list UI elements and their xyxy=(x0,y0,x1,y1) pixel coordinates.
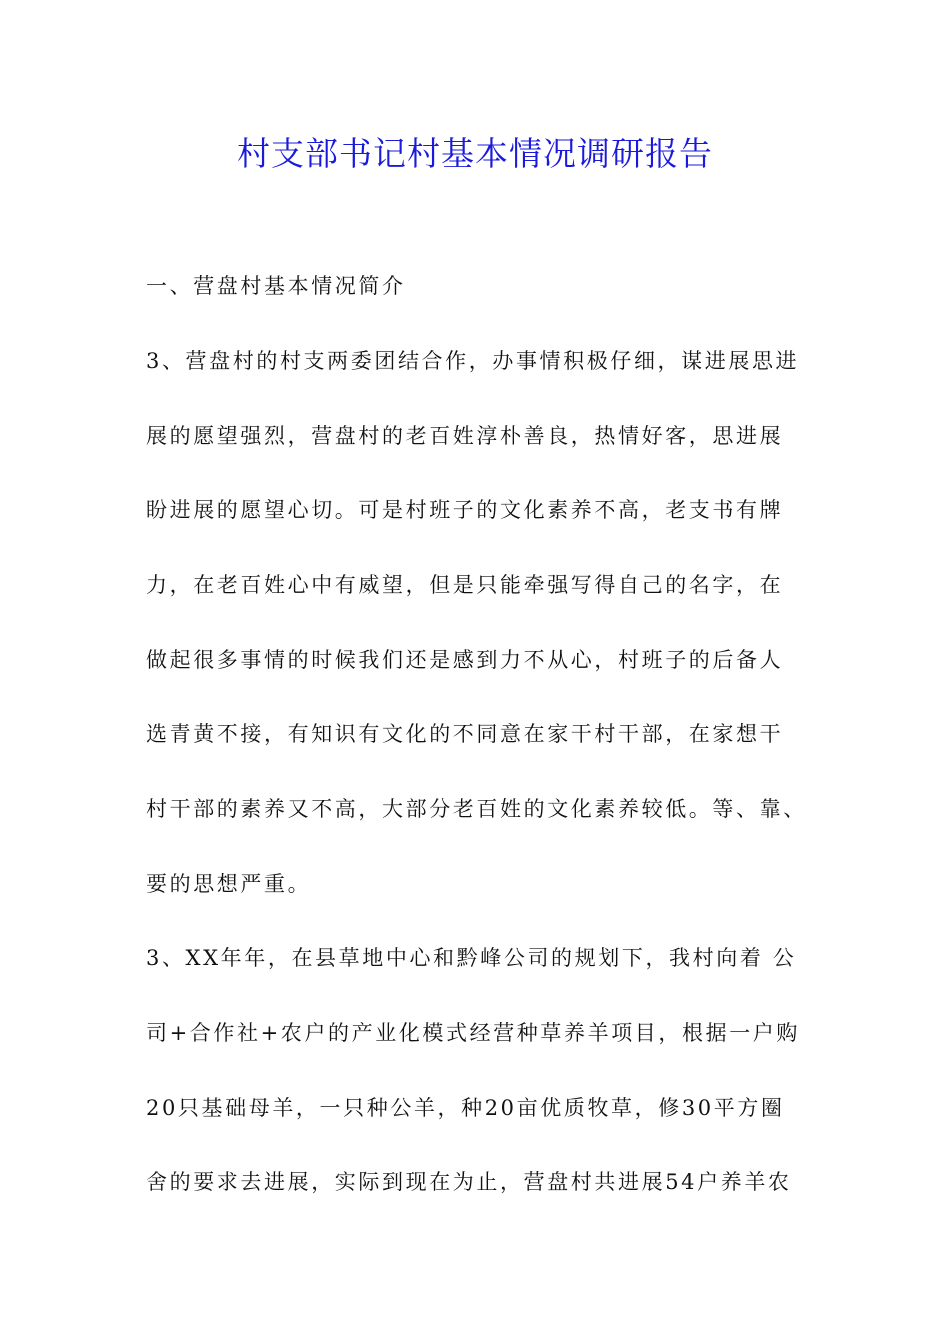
paragraph-line: 舍的要求去进展，实际到现在为止，营盘村共进展54户养羊农 xyxy=(146,1170,792,1194)
paragraph-line: 选青黄不接，有知识有文化的不同意在家干村干部，在家想干 xyxy=(146,722,784,746)
paragraph-line: 村干部的素养又不高，大部分老百姓的文化素养较低。等、靠、 xyxy=(146,797,807,821)
paragraph-line: 做起很多事情的时候我们还是感到力不从心，村班子的后备人 xyxy=(146,648,784,672)
paragraph-line: 20只基础母羊，一只种公羊，种20亩优质牧草，修30平方圈 xyxy=(146,1096,785,1120)
paragraph-line: 3、XX年年，在县草地中心和黔峰公司的规划下，我村向着 公 xyxy=(146,946,797,970)
paragraph-line: 展的愿望强烈，营盘村的老百姓淳朴善良，热情好客，思进展 xyxy=(146,424,784,448)
paragraph-line: 3、营盘村的村支两委团结合作，办事情积极仔细，谋进展思进 xyxy=(146,349,800,373)
paragraph-line: 力，在老百姓心中有威望，但是只能牵强写得自己的名字，在 xyxy=(146,573,784,597)
document-title: 村支部书记村基本情况调研报告 xyxy=(237,134,713,173)
paragraph-line: 司+合作社+农户的产业化模式经营种草养羊项目，根据一户购 xyxy=(146,1021,800,1045)
section-heading: 一、营盘村基本情况简介 xyxy=(146,274,406,298)
paragraph-line: 要的思想严重。 xyxy=(146,872,312,896)
paragraph-line: 盼进展的愿望心切。可是村班子的文化素养不高，老支书有牌 xyxy=(146,498,784,522)
